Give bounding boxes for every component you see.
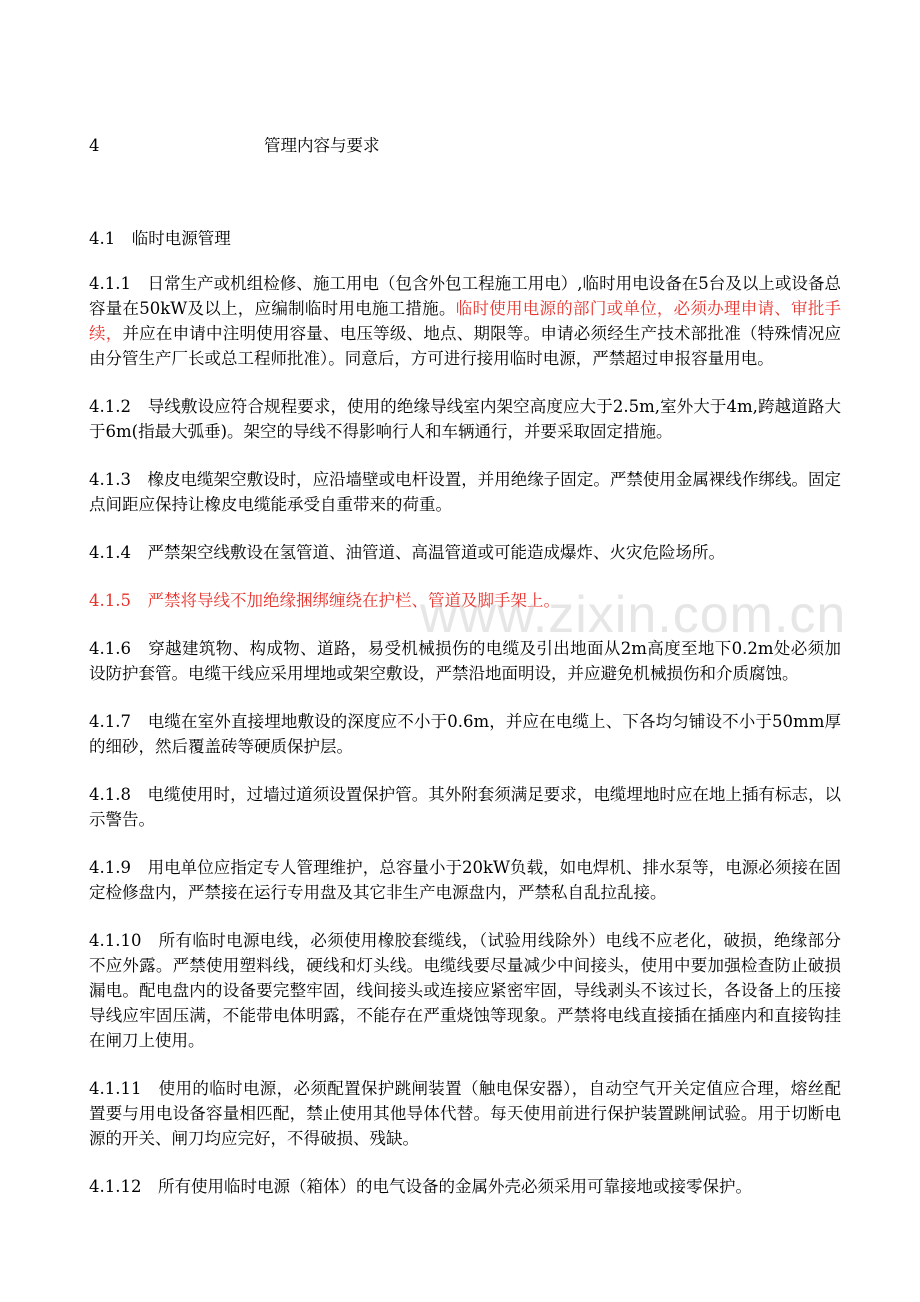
clause-4-1-10: 4.1.10 所有临时电源电线，必须使用橡胶套缆线，（试验用线除外）电线不应老化，破损，绝缘部分不应外露。严禁使用塑料线，硬线和灯头线。电缆线要尽量减少中间接头，使用中要加强检查防止破损漏电。配电盘内的设备要完整牢固，线间接头或连接应紧密牢固，导线剥头不该过长，各设备上的压接导线应牢固压满，不能带电体明露，不能存在严重烧蚀等现象。严禁将电线直接插在插座内和直接钩挂在闸刀上使用。 bbox=[89, 931, 841, 1050]
clause-4-1-8: 4.1.8 电缆使用时，过墙过道须设置保护管。其外附套须满足要求，电缆埋地时应在地上插有标志，以示警告。 bbox=[89, 785, 841, 829]
clause-4-1-2: 4.1.2 导线敷设应符合规程要求，使用的绝缘导线室内架空高度应大于2.5m,室外大于4m,跨越道路大于6m(指最大弧垂)。架空的导线不得影响行人和车辆通行，并要采取固定措施。 bbox=[89, 397, 841, 441]
subsection-heading: 4.1 临时电源管理 bbox=[89, 229, 231, 248]
clause-4-1-11: 4.1.11 使用的临时电源，必须配置保护跳闸装置（触电保安器），自动空气开关定值应合理，熔丝配置要与用电设备容量相匹配，禁止使用其他导体代替。每天使用前进行保护装置跳闸试验。用于切断电源的开关、闸刀均应完好，不得破损、残缺。 bbox=[89, 1079, 841, 1148]
clause-4-1-7: 4.1.7 电缆在室外直接埋地敷设的深度应不小于0.6m，并应在电缆上、下各均匀铺设不小于50mm厚的细砂，然后覆盖砖等硬质保护层。 bbox=[89, 712, 841, 756]
clause-4-1-3: 4.1.3 橡皮电缆架空敷设时，应沿墙壁或电杆设置，并用绝缘子固定。严禁使用金属裸线作绑线。固定点间距应保持让橡皮电缆能承受自重带来的荷重。 bbox=[89, 470, 841, 514]
section-title: 管理内容与要求 bbox=[264, 136, 380, 155]
clause-4-1-1 bbox=[89, 271, 841, 371]
clause-4-1-5: 4.1.5 严禁将导线不加绝缘捆绑缠绕在护栏、管道及脚手架上。 bbox=[89, 591, 560, 610]
watermark: www.zixin.com.cn bbox=[420, 586, 847, 644]
document-body bbox=[89, 226, 841, 1222]
clause-text-continued: 并应在申请中注明使用容量、电压等级、地点、期限等。申请必须经生产技术部批准（特殊情况应由分管生产厂长或总工程师批准）。同意后，方可进行接用临时电源，严禁超过申报容量用电。 bbox=[89, 324, 842, 368]
clause-4-1-6: 4.1.6 穿越建筑物、构成物、道路，易受机械损伤的电缆及引出地面从2m高度至地下0.2m处必须加设防护套管。电缆干线应采用埋地或架空敷设，严禁沿地面明设，并应避免机械损伤和介质腐蚀。 bbox=[89, 639, 841, 683]
clause-highlight-red: 临时使用电源的部门或单位，必须办理申请、审批手续， bbox=[89, 299, 842, 343]
section-heading bbox=[89, 134, 849, 158]
clause-4-1-9: 4.1.9 用电单位应指定专人管理维护，总容量小于20kW负载，如电焊机、排水泵等，电源必须接在固定检修盘内，严禁接在运行专用盘及其它非生产电源盘内，严禁私自乱拉乱接。 bbox=[89, 858, 841, 902]
section-number: 4 bbox=[89, 136, 100, 155]
clause-4-1-12: 4.1.12 所有使用临时电源（箱体）的电气设备的金属外壳必须采用可靠接地或接零保护。 bbox=[89, 1177, 752, 1196]
clause-text: 4.1.1 日常生产或机组检修、施工用电（包含外包工程施工用电）,临时用电设备在5台及以上或设备总容量在50kW及以上，应编制临时用电施工措施。 bbox=[89, 274, 841, 318]
clause-4-1-4: 4.1.4 严禁架空线敷设在氢管道、油管道、高温管道或可能造成爆炸、火灾危险场所。 bbox=[89, 543, 725, 562]
